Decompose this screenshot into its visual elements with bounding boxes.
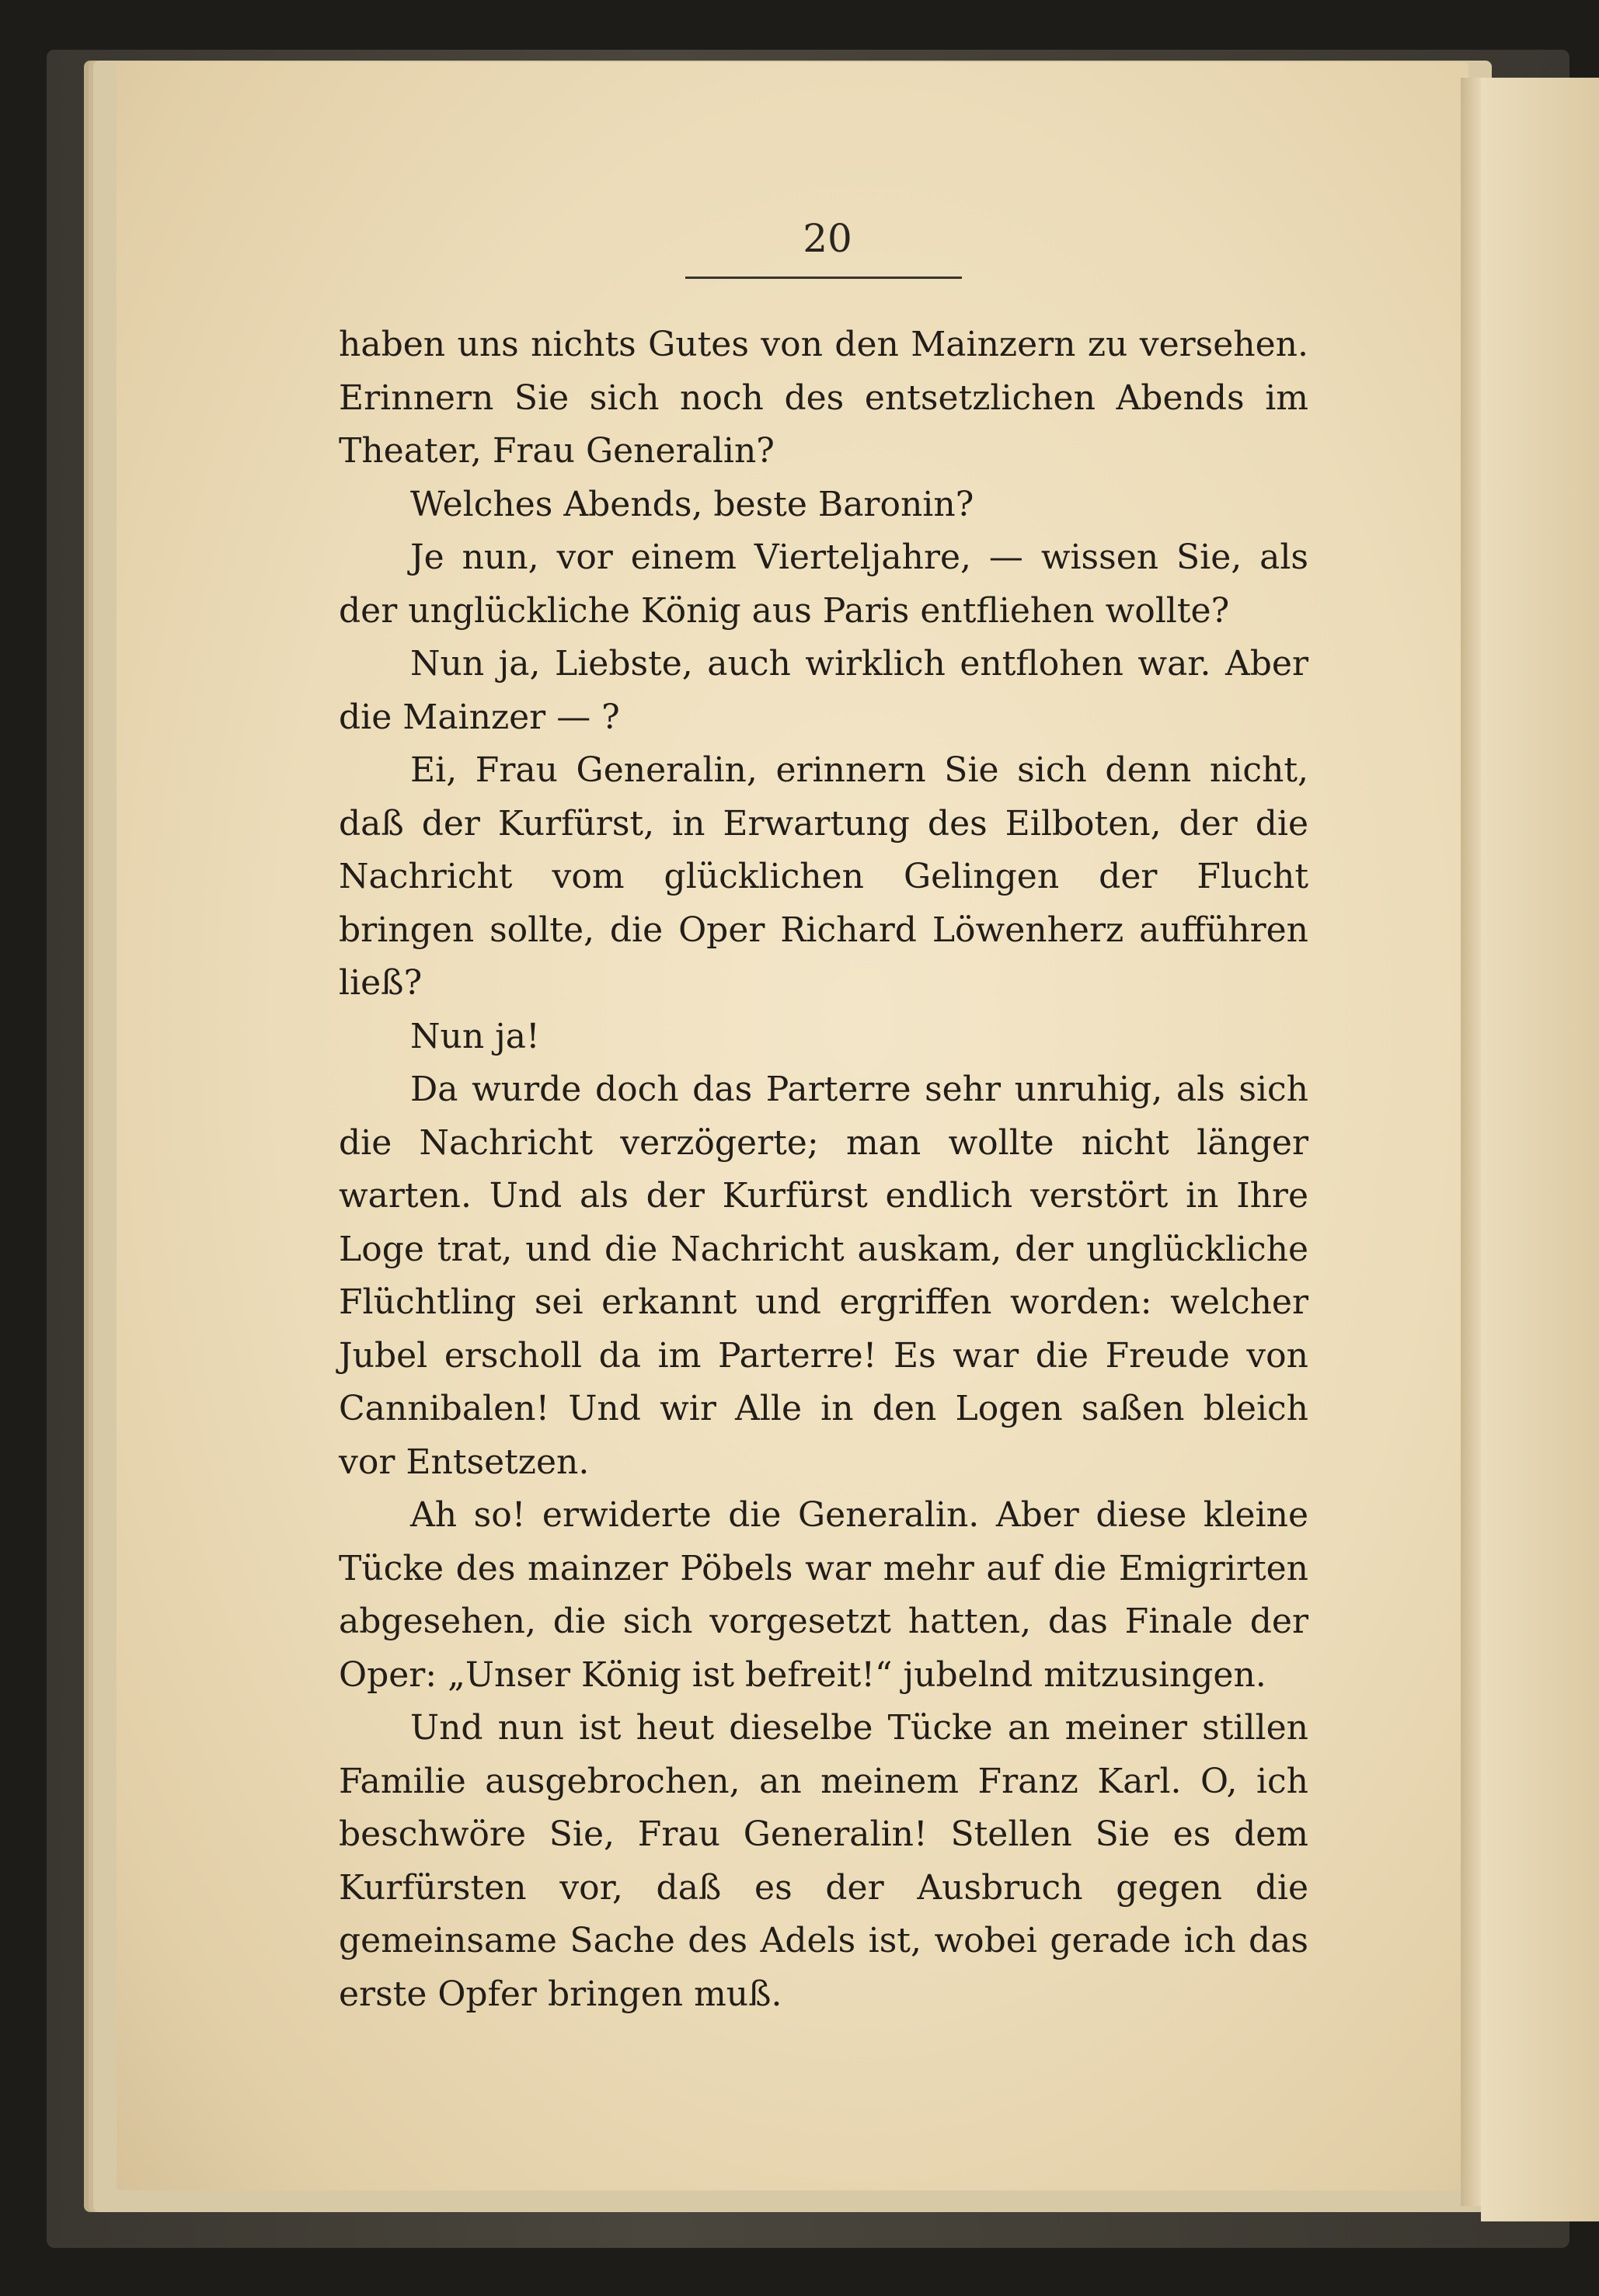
body-text xyxy=(339,318,1308,2021)
paragraph: Und nun ist heut dieselbe Tücke an meiner stillen Familie ausgebrochen, an meinem Franz Karl. O, ich beschwöre Sie, Frau Generalin! Stellen Sie es dem Kurfürsten vor, daß es der Ausbruch gegen die gemeinsame Sache des Adels ist, wobei gerade ich das erste Opfer bringen muß. xyxy=(339,1708,1308,2014)
facing-page-edge xyxy=(1481,78,1599,2221)
paragraph: Ah so! erwiderte die Generalin. Aber diese kleine Tücke des mainzer Pöbels war mehr auf die Emigrirten abgesehen, die sich vorgesetzt hatten, das Finale der Oper: „Unser König ist befreit!“ jubelnd mitzusingen. xyxy=(339,1495,1308,1695)
page-gutter xyxy=(1461,78,1481,2206)
paragraph: Da wurde doch das Parterre sehr unruhig, als sich die Nachricht verzögerte; man wollte nicht länger warten. Und als der Kurfürst endlich verstört in Ihre Loge trat, und die Nachricht auskam, der unglückliche Flüchtling sei erkannt und ergriffen worden: welcher Jubel erscholl da im Parterre! Es war die Freude von Cannibalen! Und wir Alle in den Logen saßen bleich vor Entsetzen. xyxy=(339,1070,1308,1482)
header-rule xyxy=(685,277,962,279)
page-number: 20 xyxy=(803,216,852,261)
paragraph: Ei, Frau Generalin, erinnern Sie sich denn nicht, daß der Kurfürst, in Erwartung des Eilboten, der die Nachricht vom glücklichen Gelingen der Flucht bringen sollte, die Oper Richard Löwenherz aufführen ließ? xyxy=(339,750,1308,1003)
paragraph: Welches Abends, beste Baronin? xyxy=(410,484,974,524)
paragraph: Nun ja, Liebste, auch wirklich entflohen war. Aber die Mainzer — ? xyxy=(339,644,1308,737)
paragraph: Je nun, vor einem Vierteljahre, — wissen Sie, als der unglückliche König aus Paris entfliehen wollte? xyxy=(339,537,1308,631)
paragraph: Nun ja! xyxy=(410,1016,540,1056)
paragraph: haben uns nichts Gutes von den Mainzern zu versehen. Erinnern Sie sich noch des entsetzlichen Abends im Theater, Frau Generalin? xyxy=(339,325,1308,471)
